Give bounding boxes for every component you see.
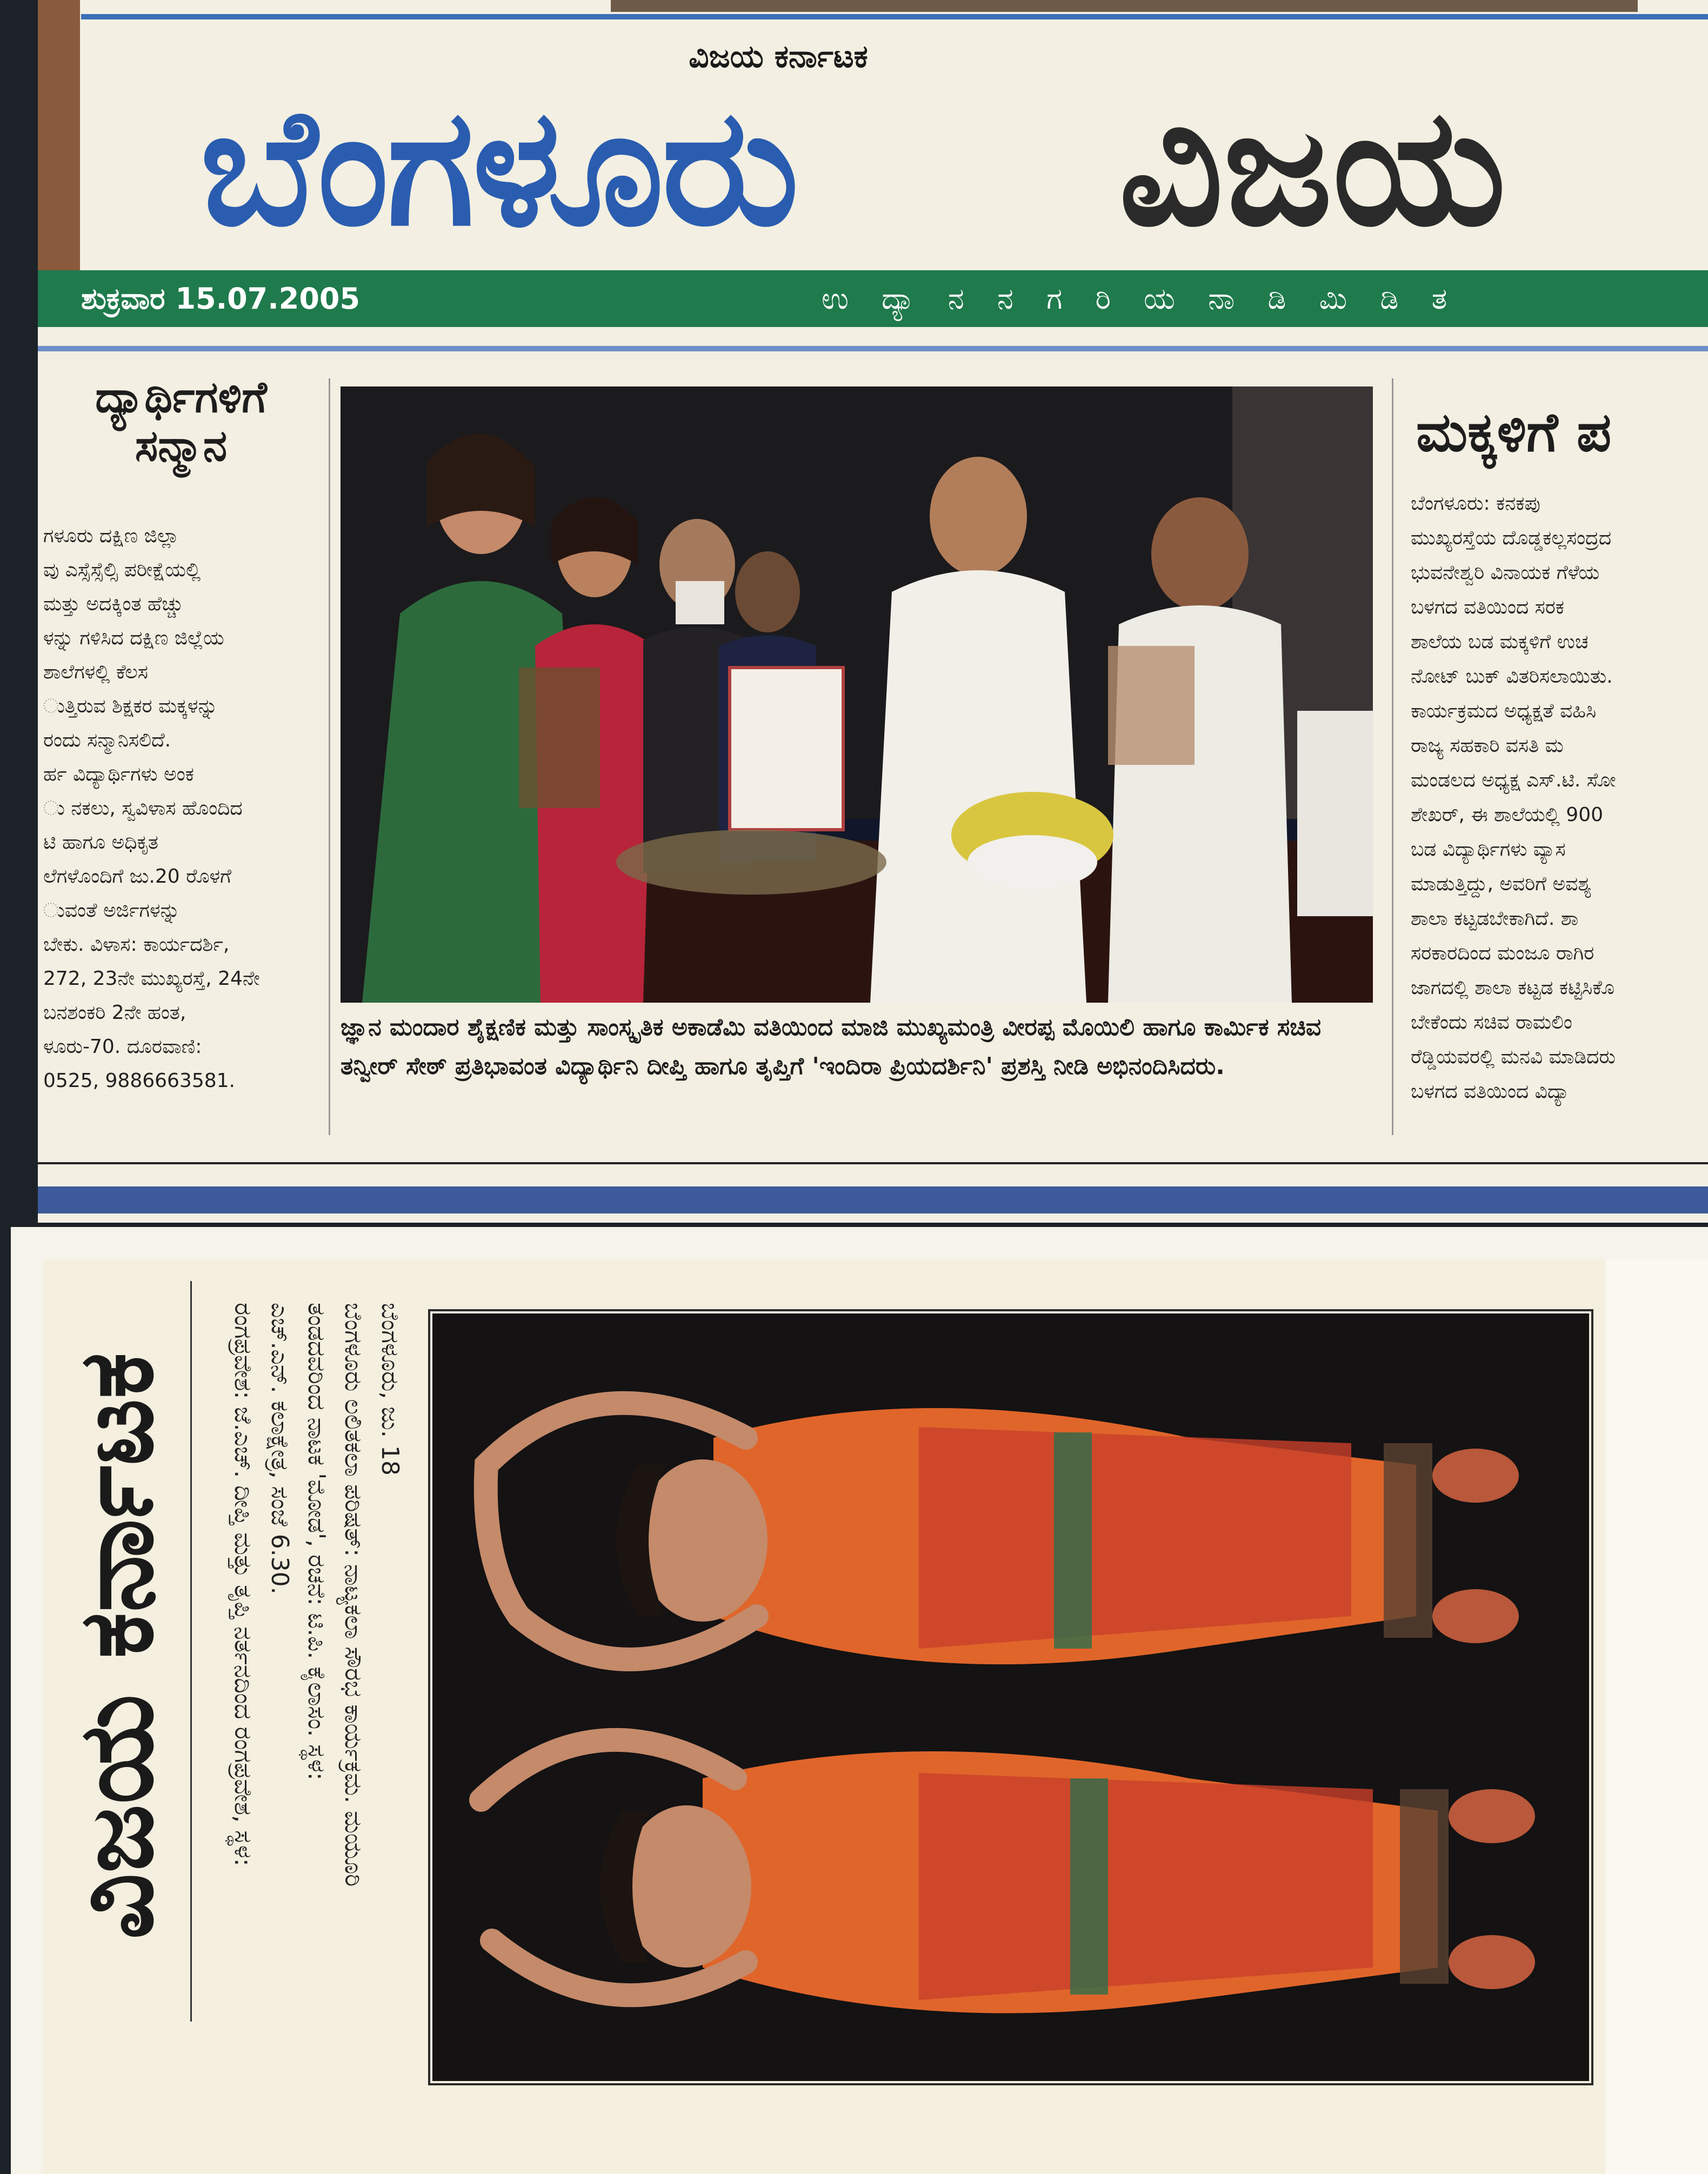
right-article-headline: ಮಕ್ಕಳಿಗೆ ಪ	[1416, 401, 1612, 464]
headline-line: ದ್ಯಾರ್ಥಿಗಳಿಗೆ	[95, 372, 267, 422]
event-notice	[224, 1303, 408, 2059]
article-line: 272, 23ನೇ ಮುಖ್ಯರಸ್ತೆ, 24ನೇ	[43, 968, 260, 990]
award-ceremony-illustration	[341, 386, 1373, 1003]
dancers-illustration	[432, 1313, 1589, 2081]
article-line: ವು ಎಸ್ಸೆಸ್ಸೆಲ್ಸಿ ಪರೀಕ್ಷೆಯಲ್ಲಿ	[43, 559, 201, 581]
masthead-tagline: ಉ ದ್ಯಾ ನ ನ ಗ ರಿ ಯ ನಾ ಡಿ ಮಿ ಡಿ ತ	[822, 282, 1459, 316]
column-rule	[1392, 378, 1393, 1135]
page-footer-band	[38, 1186, 1708, 1213]
masthead-title-vijaya: ವಿಜಯ	[1119, 73, 1506, 262]
article-line: ಮುಖ್ಯರಸ್ತೆಯ ದೊಡ್ಡಕಲ್ಲಸಂದ್ರದ	[1411, 527, 1612, 549]
article-line: ಶೇಖರ್, ಈ ಶಾಲೆಯಲ್ಲಿ 900	[1411, 804, 1604, 826]
left-article-body	[43, 519, 319, 1141]
article-line: ು ನಕಲು, ಸ್ವವಿಳಾಸ ಹೊಂದಿದ	[43, 797, 243, 819]
article-line: ಮತ್ತು ಅದಕ್ಕಿಂತ ಹೆಚ್ಚು	[43, 593, 183, 615]
article-line: ಗಳೂರು ದಕ್ಷಿಣ ಜಿಲ್ಲಾ	[43, 525, 179, 547]
photo-caption: ಜ್ಞಾನ ಮಂದಾರ ಶೈಕ್ಷಣಿಕ ಮತ್ತು ಸಾಂಸ್ಕೃತಿಕ ಅಕಾಡೆಮಿ ವತಿಯಿಂದ ಮಾಜಿ ಮುಖ್ಯಮಂತ್ರಿ ವೀರಪ್ಪ ಮೊಯಿಲಿ ಹಾಗೂ ಕಾರ್ಮಿಕ ಸಚಿವ ತನ್ವೀರ್ ಸೇಠ್ ಪ್ರತಿಭಾವಂತ ವಿದ್ಯಾರ್ಥಿನಿ ದೀಪ್ತಿ ಹಾಗೂ ತೃಪ್ತಿಗೆ 'ಇಂದಿರಾ ಪ್ರಿಯದರ್ಶಿನಿ' ಪ್ರಶಸ್ತಿ ನೀಡಿ ಅಭಿನಂದಿಸಿದರು.	[341, 1013, 1322, 1080]
article-line: ಕಾರ್ಯಕ್ರಮದ ಅಧ್ಯಕ್ಷತೆ ವಹಿಸಿ	[1411, 700, 1597, 722]
notice-line: ರಂಗಪ್ರವೇಶ: ಜೆ.ಎಚ್. ದೀಪ್ತಿ ಮತ್ತು ತೃಪ್ತಿ ನರ್ತನದಿಂದ ರಂಗಪ್ರವೇಶ, ಸ್ಥಳ:	[229, 1303, 257, 1866]
page-rule	[38, 1162, 1708, 1164]
article-line: ಬನಶಂಕರಿ 2ನೇ ಹಂತ,	[43, 1002, 186, 1024]
issue-date: ಶುಕ್ರವಾರ 15.07.2005	[81, 282, 361, 316]
clipping-edge-strip	[38, 0, 80, 270]
article-line: ಳೂರು-70. ದೂರವಾಣಿ:	[43, 1036, 202, 1058]
masthead-title-city: ಬೆಂಗಳೂರು	[200, 73, 797, 262]
rotated-masthead: ವಿಜಯ ಕರ್ನಾಟಕ	[56, 1352, 176, 1940]
article-line: ಬಳಗದ ವತಿಯಿಂದ ವಿದ್ಯಾ	[1411, 1081, 1570, 1103]
article-line: ಮಂಡಲದ ಅಧ್ಯಕ್ಷ ಎಸ್.ಟಿ. ಸೋ	[1411, 769, 1616, 791]
masthead-top-rule	[81, 14, 1708, 19]
article-line: ಬೇಕು. ವಿಳಾಸ: ಕಾರ್ಯದರ್ಶಿ,	[43, 933, 230, 956]
cut-photo-sliver	[611, 0, 1638, 12]
notice-line: ಬೆಂಗಳೂರು, ಜು. 18	[376, 1303, 404, 1476]
article-line: ಬಳಗದ ವತಿಯಿಂದ ಸರಕ	[1411, 596, 1564, 618]
left-article-headline	[43, 373, 319, 470]
article-line: ಶಾಲೆಯ ಬಡ ಮಕ್ಕಳಿಗೆ ಉಚ	[1411, 631, 1589, 653]
article-line: ಭುವನೇಶ್ವರಿ ವಿನಾಯಕ ಗೆಳೆಯ	[1411, 562, 1600, 584]
article-line: ರ್ಹ ವಿದ್ಯಾರ್ಥಿಗಳು ಅಂಕ	[43, 763, 194, 785]
article-line: ುತ್ತಿರುವ ಶಿಕ್ಷಕರ ಮಕ್ಕಳನ್ನು	[43, 695, 218, 717]
article-line: ಳನ್ನು ಗಳಿಸಿದ ದಕ್ಷಿಣ ಜಿಲ್ಲೆಯ	[43, 627, 224, 649]
article-line: ರಂದು ಸನ್ಮಾನಿಸಲಿದೆ.	[43, 729, 171, 751]
rotated-notice-area	[203, 1276, 430, 2086]
article-line: ಮಾಡುತ್ತಿದ್ದು, ಅವರಿಗೆ ಅವಶ್ಯ	[1411, 873, 1592, 895]
dancers-photo	[432, 1313, 1589, 2081]
article-line: ರೆಡ್ಡಿಯವರಲ್ಲಿ ಮನವಿ ಮಾಡಿದರು	[1411, 1046, 1616, 1068]
column-rule	[329, 378, 330, 1135]
column-rule	[190, 1281, 192, 2022]
article-line: ುವಂತೆ ಅರ್ಜಿಗಳನ್ನು	[43, 899, 180, 922]
bottom-clipping-edge	[1605, 1259, 1708, 2174]
article-line: ಲೆಗಳೊಂದಿಗೆ ಜು.20 ರೊಳಗೆ	[43, 865, 232, 888]
article-line: ಬೆಂಗಳೂರು: ಕನಕಪು	[1411, 492, 1540, 515]
award-ceremony-photo	[341, 386, 1373, 1003]
article-line: ಟಿ ಹಾಗೂ ಅಧಿಕೃತ	[43, 831, 158, 853]
notice-line: ತಂಡದವರಿಂದ ನಾಟಕ 'ಮೋಡ', ರಚನೆ: ಟಿ.ಪಿ. ಕೈಲಾಸಂ. ಸ್ಥಳ:	[303, 1303, 330, 1780]
article-line: ನೋಟ್ ಬುಕ್ ವಿತರಿಸಲಾಯಿತು.	[1411, 665, 1613, 688]
article-line: ಶಾಲೆಗಳಲ್ಲಿ ಕೆಲಸ	[43, 661, 148, 683]
right-article-body	[1411, 486, 1708, 1146]
notice-line: ಎಚ್.ಎನ್. ಕಲಾಕ್ಷೇತ್ರ, ಸಂಜೆ 6.30.	[266, 1303, 293, 1595]
article-line: ಬೇಕೆಂದು ಸಚಿವ ರಾಮಲಿಂ	[1411, 1011, 1572, 1033]
article-line: 0525, 9886663581.	[43, 1070, 235, 1092]
article-line: ಶಾಲಾ ಕಟ್ಟಡಬೇಕಾಗಿದೆ. ಶಾ	[1411, 908, 1579, 930]
article-line: ಜಾಗದಲ್ಲಿ ಶಾಲಾ ಕಟ್ಟಡ ಕಟ್ಟಿಸಿಕೊ	[1411, 977, 1614, 999]
headline-line: ಸನ್ಮಾನ	[135, 421, 228, 471]
article-line: ರಾಜ್ಯ ಸಹಕಾರಿ ವಸತಿ ಮ	[1411, 735, 1564, 757]
article-line: ಬಡ ವಿದ್ಯಾರ್ಥಿಗಳು ವ್ಯಾಸ	[1411, 838, 1566, 861]
rotated-masthead-area	[43, 1286, 189, 2005]
notice-line: ಬೆಂಗಳೂರು ಲಲಿತಕಲಾ ಪರಿಷತ್: ನಾಟ್ಯಕಲಾ ಸೌರಭ ಕಾರ್ಯಕ್ರಮ. ಮಯೂರಿ	[339, 1303, 367, 1887]
article-line: ಸರಕಾರದಿಂದ ಮಂಜೂ ರಾಗಿರ	[1411, 942, 1594, 964]
masthead-bottom-rule	[38, 346, 1708, 351]
publisher-name: ವಿಜಯ ಕರ್ನಾಟಕ	[689, 38, 868, 75]
